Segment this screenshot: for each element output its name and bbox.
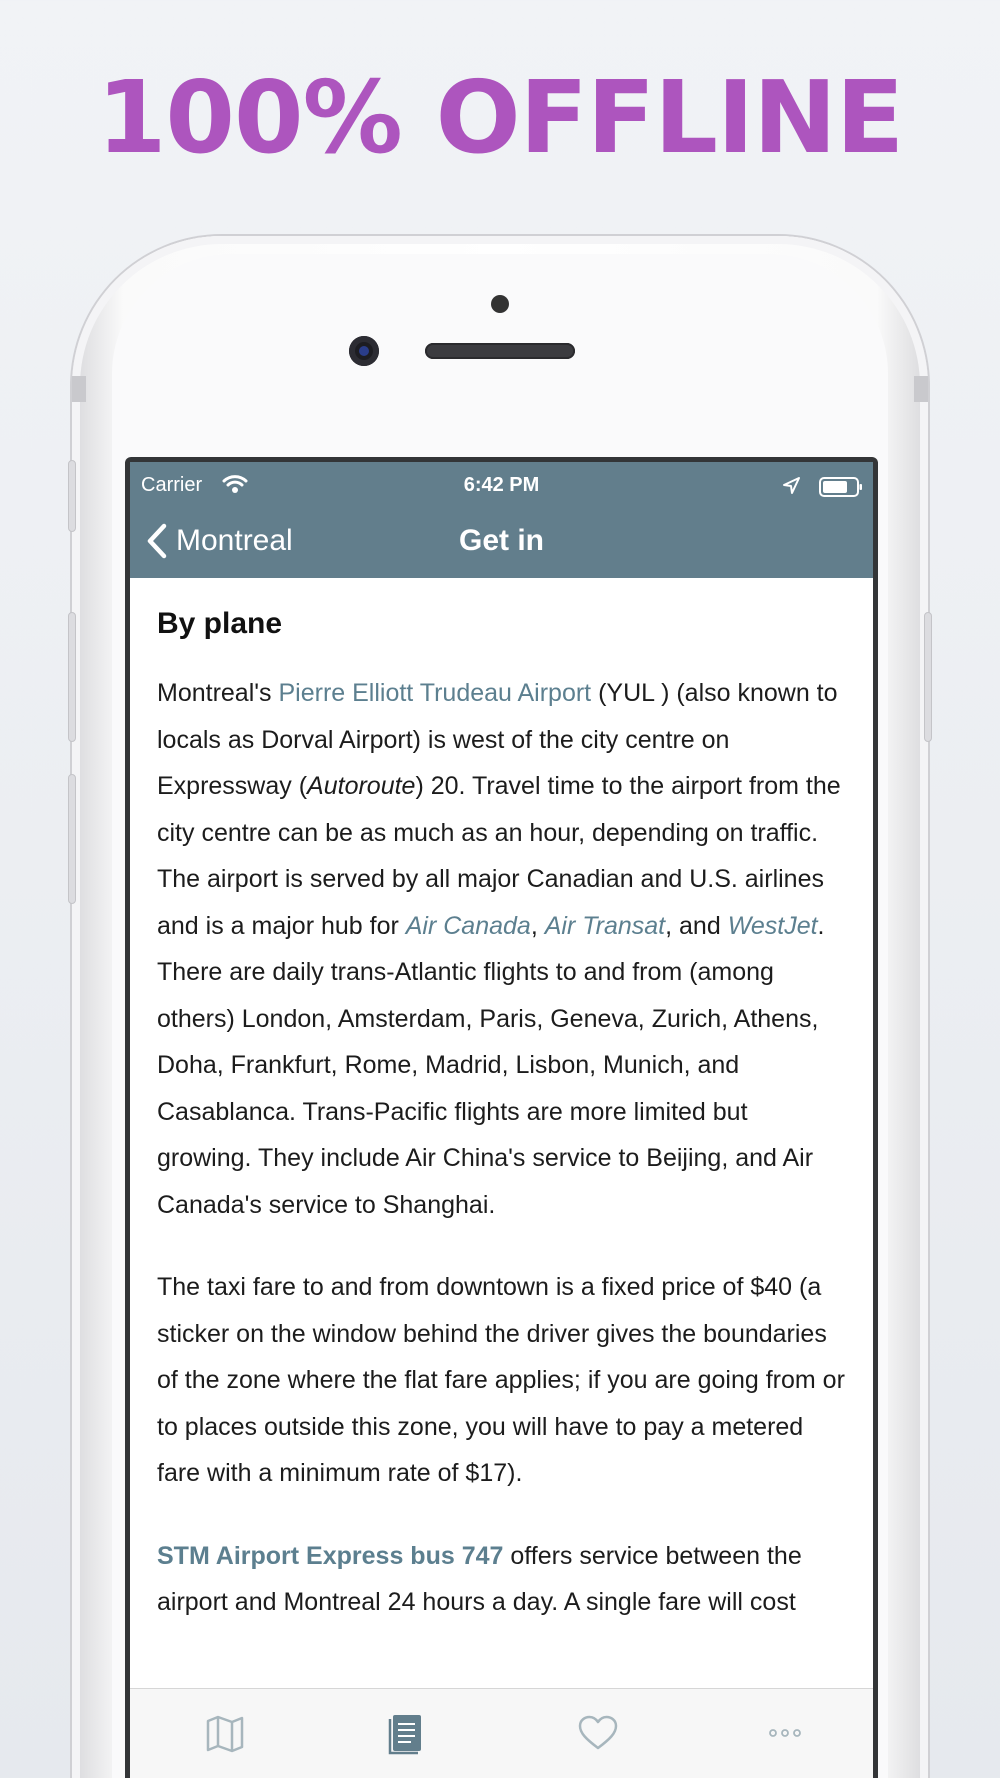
text-span: . There are daily trans-Atlantic flights to and from (among others) London, Amsterdam, Paris, Geneva, Zurich, Athens, Doha, Frankfurt, Rome, Madrid, Lisbon, Munich, and Casablanca. Trans-Pacific flights are more limited but growing. They include Air China's service to Beijing, and Air Canada's service to Shanghai. — [157, 911, 825, 1219]
power-button — [924, 612, 932, 742]
section-heading: By plane — [157, 607, 283, 640]
article-content[interactable] — [130, 578, 873, 1688]
text-span: Montreal's — [157, 679, 279, 707]
text-span: , — [530, 911, 545, 940]
tab-favorites[interactable] — [576, 1711, 620, 1755]
location-arrow-icon — [781, 476, 801, 496]
status-bar — [130, 474, 873, 500]
link-air-canada[interactable]: Air Canada — [405, 911, 531, 940]
text-span: (YUL ) (also known to locals as Dorval Airport) is west of the city centre on Expressway ( — [157, 679, 838, 800]
link-airport[interactable]: Pierre Elliott Trudeau Airport — [278, 679, 592, 707]
emphasis-autoroute: Autoroute — [307, 772, 416, 800]
heart-icon — [576, 1711, 620, 1755]
paragraph-airport — [157, 670, 847, 1228]
phone-screen — [125, 457, 878, 1778]
text-span: ) 20. Travel time to the airport from the city centre can be as much as an hour, depending on traffic. The airport is served by all major Canadian and U.S. airlines and is a major hub for — [157, 772, 841, 940]
link-westjet[interactable]: WestJet — [727, 911, 818, 940]
nav-row — [130, 522, 873, 566]
antenna-band-right — [914, 376, 928, 402]
page-title: Get in — [458, 524, 544, 557]
promo-headline: 100% OFFLINE — [96, 59, 904, 176]
navigation-bar — [130, 462, 873, 578]
tab-map[interactable] — [203, 1711, 247, 1755]
app-screen — [130, 462, 873, 1778]
more-icon — [763, 1711, 807, 1755]
tab-guide[interactable] — [384, 1711, 428, 1755]
link-stm-bus[interactable]: STM Airport Express bus 747 — [157, 1541, 504, 1570]
text-span: offers service between the airport and Montreal 24 hours a day. A single fare will cost — [157, 1541, 802, 1616]
tab-more[interactable] — [763, 1711, 807, 1755]
map-icon — [203, 1711, 247, 1755]
volume-down-button — [68, 774, 76, 904]
back-label: Montreal — [176, 524, 293, 557]
link-air-transat[interactable]: Air Transat — [544, 911, 666, 940]
antenna-band-left — [72, 376, 86, 402]
volume-up-button — [68, 612, 76, 742]
front-camera — [349, 336, 379, 366]
guide-icon — [384, 1711, 428, 1755]
text-span: , and — [665, 911, 728, 940]
earpiece-speaker — [425, 343, 575, 359]
battery-icon — [819, 477, 863, 497]
tab-bar — [130, 1688, 873, 1778]
mute-switch — [68, 460, 76, 532]
status-time: 6:42 PM — [463, 474, 540, 496]
proximity-sensor — [491, 295, 509, 313]
carrier-label: Carrier — [141, 474, 203, 496]
paragraph-bus — [157, 1533, 847, 1626]
paragraph-taxi: The taxi fare to and from downtown is a fixed price of $40 (a sticker on the window behind the driver gives the boundaries of the zone where the flat fare applies; if you are going from or to places outside this zone, you will have to pay a metered fare with a minimum rate of $17). — [157, 1273, 845, 1487]
